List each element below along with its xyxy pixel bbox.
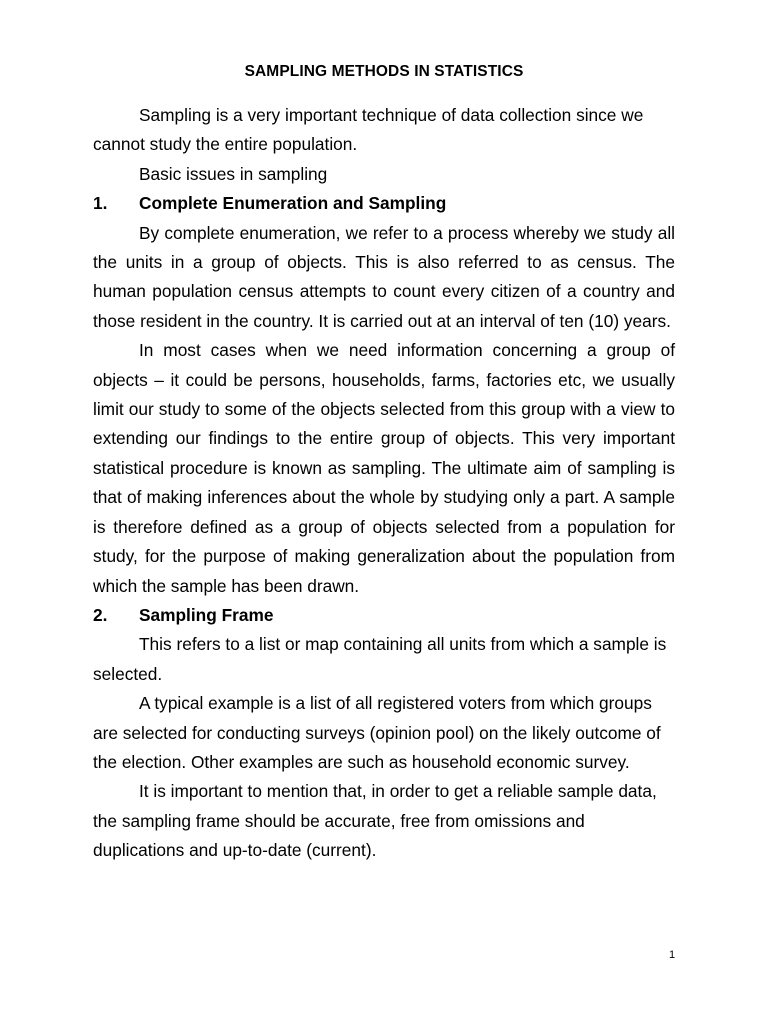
basic-issues-line: Basic issues in sampling xyxy=(139,163,328,184)
section-paragraph: It is important to mention that, in order to get a reliable sample data, the sampling frame should be accurate, free from omissions and duplications and up-to-date (current). xyxy=(93,781,657,861)
page-number: 1 xyxy=(668,949,676,961)
section-paragraph: By complete enumeration, we refer to a process whereby we study all the units in a group of objects. This is also referred to as census. The human population census attempts to count every citizen of a country and those resident in the country. It is carried out at an interval of ten (10) years. xyxy=(93,222,675,331)
section-title: Complete Enumeration and Sampling xyxy=(139,193,447,214)
section-heading xyxy=(93,189,675,218)
section-paragraph: This refers to a list or map containing all units from which a sample is selected. xyxy=(93,634,667,684)
document-body xyxy=(93,101,675,866)
intro-paragraph: Sampling is a very important technique of data collection since we cannot study the entire population. xyxy=(93,105,644,155)
section-number: 2. xyxy=(93,604,108,625)
section-paragraph: In most cases when we need information concerning a group of objects – it could be persons, households, farms, factories etc, we usually limit our study to some of the objects selected from this group with a view to extending our findings to the entire group of objects. This very important statistical procedure is known as sampling. The ultimate aim of sampling is that of making inferences about the whole by studying only a part. A sample is therefore defined as a group of objects selected from a population for study, for the purpose of making generalization about the population from which the sample has been drawn. xyxy=(93,340,675,596)
section-title: Sampling Frame xyxy=(139,604,274,625)
section-heading xyxy=(93,601,675,630)
document-title: SAMPLING METHODS IN STATISTICS xyxy=(244,63,524,80)
section-number: 1. xyxy=(93,193,108,214)
section-paragraph: A typical example is a list of all registered voters from which groups are selected for conducting surveys (opinion pool) on the likely outcome of the election. Other examples are such as household economic survey. xyxy=(93,693,661,772)
